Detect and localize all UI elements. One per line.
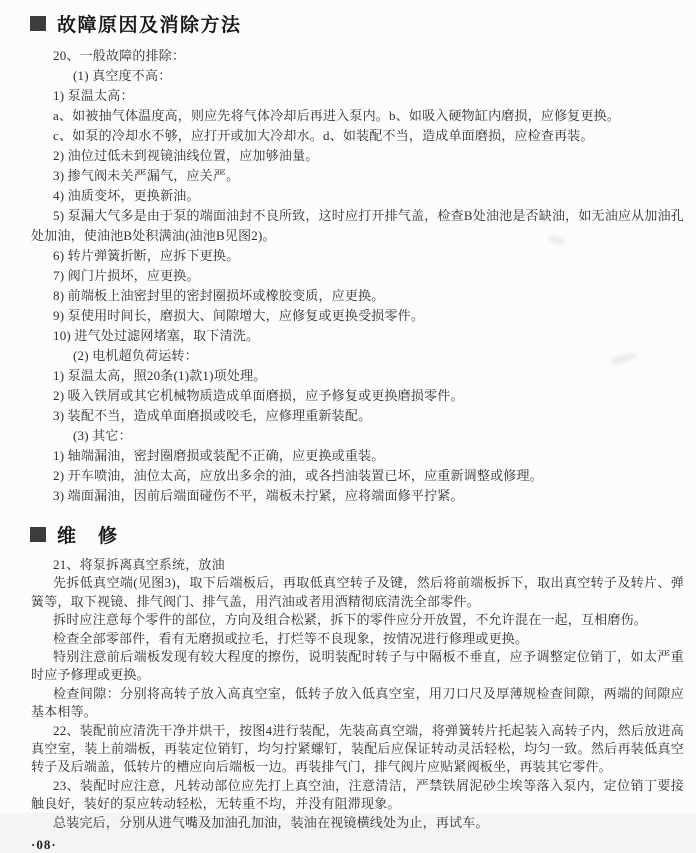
text-line: 1) 泵温太高，照20条(1)款1)项处理。 [53, 368, 267, 383]
section-marker-icon [30, 16, 46, 31]
text-line: 检查全部零部件，看有无磨损或拉毛，打烂等不良现象，按情况进行修理或更换。 [53, 630, 529, 646]
section-heading-maintenance [30, 521, 684, 548]
text-line: 20、一般故障的排除： [53, 48, 186, 63]
text-line: a、如被抽气体温度高，则应先将气体冷却后再进入泵内。b、如吸入硬物缸内磨损，应修复更换。 [53, 108, 621, 123]
text-line: (2) 电机超负荷运转： [73, 348, 198, 363]
text-line: (3) 其它： [73, 428, 132, 443]
text-line: 拆时应注意每个零件的部位，方向及组合松紧，拆下的零件应分开放置，不允许混在一起，互相磨伤。 [53, 612, 648, 628]
text-line: 3) 装配不当，造成单面磨损或咬毛，应修理重新装配。 [53, 408, 372, 423]
text-line: 2) 开车喷油，油位太高，应放出多余的油，或各挡油装置已坏，应重新调整或修理。 [53, 468, 543, 483]
text-line: 总装完后，分别从进气嘴及加油孔加油，装油在视镜横线处为止，再试车。 [53, 814, 489, 830]
text-line: 检查间隙：分别将高转子放入高真空室，低转子放入低真空室，用刀口尺及厚薄规检查间隙，两端的间隙应基本相等。 [31, 685, 684, 720]
text-line: 先拆低真空端(见图3)，取下后端板后，再取低真空转子及键，然后将前端板拆下，取出真空转子及转片、弹簧等，取下视镜、排气阀门、排气盖，用汽油或者用酒精彻底清洗全部零件。 [31, 575, 684, 609]
text-line: 21、将泵拆离真空系统，放油 [53, 557, 225, 572]
page-number: ·08· [31, 837, 57, 853]
text-line: 8) 前端板上油密封里的密封圈损坏或橡胶变质，应更换。 [53, 288, 385, 303]
text-line: c、如泵的冷却水不够，应打开或加大冷却水。d、如装配不当，造成单面磨损，应检查再装。 [53, 128, 594, 143]
section-heading-faults [30, 10, 684, 37]
text-line: 23、装配时应注意，凡转动部位应先打上真空油，注意清洁，严禁铁屑泥砂尘埃等落入泵内，定位销丁要接触良好，装好的泵应转动轻松，无转重不均，并没有阻滞现象。 [31, 777, 684, 812]
section-faults-body [31, 46, 684, 506]
text-line: 5) 泵漏大气多是由于泵的端面油封不良所致，这时应打开排气盖，检查B处油池是否缺油，如无油应从加油孔处加油，使油池B处积满油(油池B见图2)。 [31, 208, 684, 243]
text-line: (1) 真空度不高： [73, 68, 172, 83]
text-line: 特别注意前后端板发现有较大程度的擦伤，说明装配时转子与中隔板不垂直，应予调整定位销丁，如太严重时应予修理或更换。 [31, 649, 684, 683]
text-line: 22、装配前应清洗干净并烘干，按图4进行装配，先装高真空端，将弹簧转片托起装入高转子内，然后放进高真空室，装上前端板，再装定位销钉，均匀拧紧螺钉，装配后应保证转动灵活轻松，均匀一致。然后再装低真空转子及后端盖，低转片的槽应向后端板一边。再装排气门，排气阀片应贴紧阀板坐，再装其它零件。 [31, 722, 684, 775]
section-marker-icon [30, 527, 46, 542]
text-line: 2) 油位过低未到视镜油线位置，应加够油量。 [53, 148, 319, 163]
section-maintenance-body [31, 556, 684, 832]
text-line: 9) 泵使用时间长，磨损大、间隙增大，应修复或更换受损零件。 [53, 308, 425, 323]
text-line: 10) 进气处过滤网堵塞，取下清洗。 [53, 328, 260, 343]
text-line: 3) 端面漏油，因前后端面碰伤不平，端板未拧紧，应将端面修平拧紧。 [53, 488, 464, 503]
text-line: 3) 掺气阀未关严漏气，应关严。 [53, 168, 240, 183]
text-line: 7) 阀门片损坏，应更换。 [53, 268, 200, 283]
text-line: 4) 油质变坏，更换新油。 [53, 188, 200, 203]
text-line: 1) 轴端漏油，密封圈磨损或装配不正确，应更换或重装。 [53, 448, 385, 463]
text-line: 6) 转片弹簧折断，应拆下更换。 [53, 248, 240, 263]
section-title-faults: 故障原因及消除方法 [57, 15, 242, 36]
text-line: 1) 泵温太高： [53, 88, 134, 103]
section-title-maintenance: 维 修 [57, 526, 119, 547]
text-line: 2) 吸入铁屑或其它机械物质造成单面磨损，应予修复或更换磨损零件。 [53, 388, 464, 403]
